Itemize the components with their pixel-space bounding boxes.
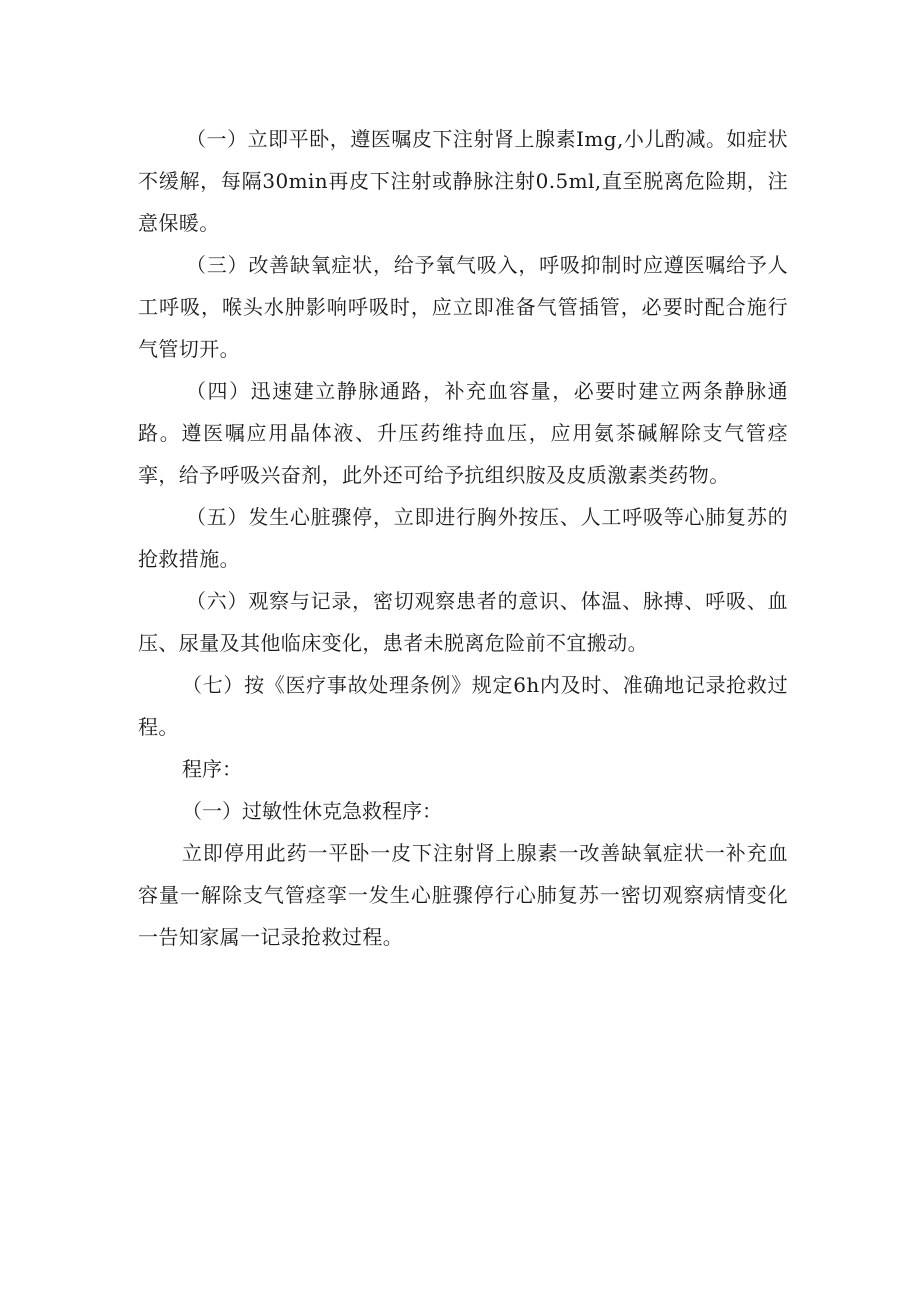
procedure-flow: 立即停用此药一平卧一皮下注射肾上腺素一改善缺氧症状一补充血容量一解除支气管痉挛一发生心脏骤停行心肺复苏一密切观察病情变化一告知家属一记录抢救过程。	[138, 841, 788, 949]
paragraph-step-4: （四）迅速建立静脉通路，补充血容量，必要时建立两条静脉通路。遵医嘱应用晶体液、升压药维持血压，应用氨茶碱解除支气管痉挛，给予呼吸兴奋剂，此外还可给予抗组织胺及皮质激素类药物。	[138, 379, 788, 487]
paragraph-step-1: （一）立即平卧，遵医嘱皮下注射肾上腺素Img,小儿酌减。如症状不缓解，每隔30min再皮下注射或静脉注射0.5ml,直至脱离危险期，注意保暖。	[138, 127, 788, 235]
procedure-subheading: （一）过敏性休克急救程序：	[182, 799, 442, 823]
procedure-heading: 程序：	[182, 757, 242, 781]
paragraph-step-6: （六）观察与记录，密切观察患者的意识、体温、脉搏、呼吸、血压、尿量及其他临床变化，患者未脱离危险前不宜搬动。	[138, 589, 788, 655]
document-body	[138, 118, 788, 958]
paragraph-step-5: （五）发生心脏骤停，立即进行胸外按压、人工呼吸等心肺复苏的抢救措施。	[138, 505, 788, 571]
paragraph-step-3: （三）改善缺氧症状，给予氧气吸入，呼吸抑制时应遵医嘱给予人工呼吸，喉头水肿影响呼吸时，应立即准备气管插管，必要时配合施行气管切开。	[138, 253, 788, 361]
paragraph-step-7: （七）按《医疗事故处理条例》规定6h内及时、准确地记录抢救过程。	[138, 673, 788, 739]
